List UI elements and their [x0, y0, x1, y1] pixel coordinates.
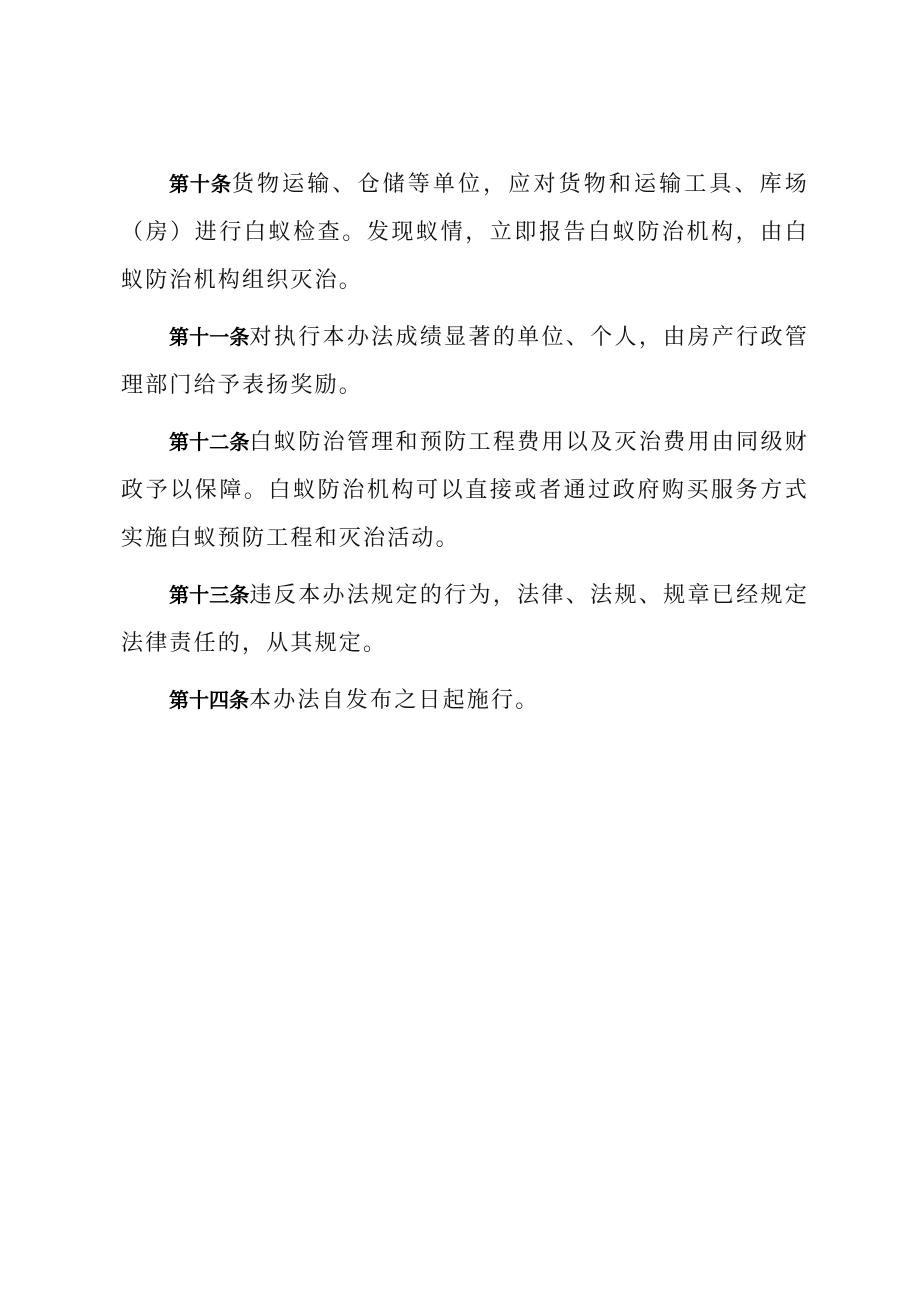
article-label: 第十一条 — [169, 325, 250, 349]
article-11 — [121, 313, 809, 410]
article-text: 白蚁防治管理和预防工程费用以及灭治费用由同级财政予以保障。白蚁防治机构可以直接或者通过政府购买服务方式实施白蚁预防工程和灭治活动。 — [121, 430, 810, 551]
document-body — [121, 160, 809, 733]
article-text: 违反本办法规定的行为，法律、法规、规章已经规定法律责任的，从其规定。 — [121, 583, 810, 656]
article-10 — [121, 160, 809, 305]
article-text: 本办法自发布之日起施行。 — [249, 688, 540, 713]
article-text: 对执行本办法成绩显著的单位、个人，由房产行政管理部门给予表扬奖励。 — [121, 325, 810, 398]
article-12 — [121, 418, 809, 563]
article-label: 第十二条 — [169, 430, 250, 454]
article-label: 第十三条 — [169, 583, 250, 607]
article-label: 第十条 — [169, 172, 232, 196]
article-label: 第十四条 — [169, 688, 249, 712]
article-text: 货物运输、仓储等单位，应对货物和运输工具、库场（房）进行白蚁检查。发现蚁情，立即报告白蚁防治机构，由白蚁防治机构组织灭治。 — [121, 172, 809, 293]
article-13 — [121, 571, 809, 668]
article-14 — [121, 676, 809, 725]
